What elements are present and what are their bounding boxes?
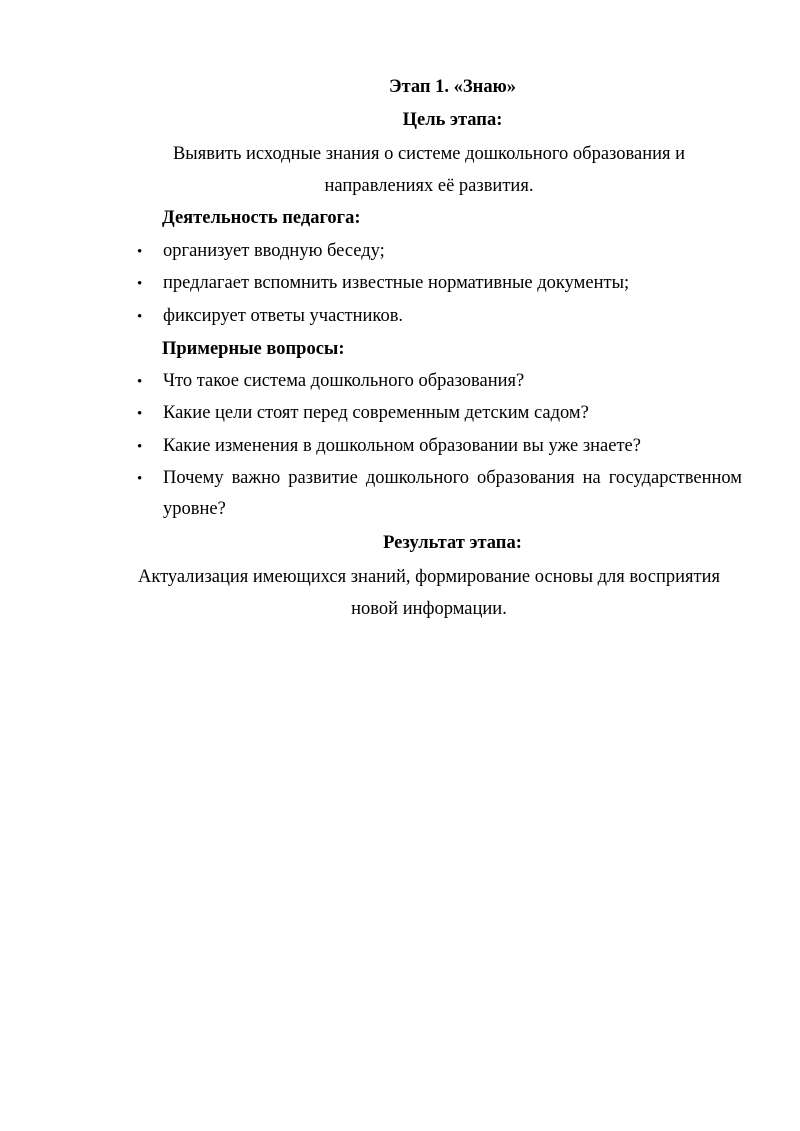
bullet-icon: • bbox=[137, 309, 143, 325]
bullet-icon: • bbox=[137, 276, 143, 292]
bullet-icon: • bbox=[137, 406, 143, 422]
result-heading: Результат этапа: bbox=[383, 533, 522, 553]
bullet-icon: • bbox=[137, 439, 143, 455]
stage-title: Этап 1. «Знаю» bbox=[389, 77, 516, 97]
list-item-text-line-1: Почему важно развитие дошкольного образования на государственном bbox=[163, 468, 742, 488]
teacher-activity-heading: Деятельность педагога: bbox=[162, 208, 361, 228]
result-text-line-1: Актуализация имеющихся знаний, формирование основы для восприятия bbox=[137, 567, 720, 587]
list-item-text: Какие изменения в дошкольном образовании вы уже знаете? bbox=[163, 436, 641, 456]
list-item-text: Какие цели стоят перед современным детским садом? bbox=[163, 403, 589, 423]
result-text-line-2: новой информации. bbox=[351, 599, 507, 619]
list-item-text: предлагает вспомнить известные нормативные документы; bbox=[163, 273, 630, 293]
sample-questions-heading: Примерные вопросы: bbox=[162, 339, 345, 359]
bullet-icon: • bbox=[137, 374, 143, 390]
list-item-text: фиксирует ответы участников. bbox=[163, 306, 404, 326]
bullet-icon: • bbox=[137, 471, 143, 487]
goal-text-line-1: Выявить исходные знания о системе дошкольного образования и bbox=[172, 144, 686, 164]
goal-heading: Цель этапа: bbox=[402, 110, 503, 130]
list-item-text-line-2: уровне? bbox=[163, 499, 226, 519]
bullet-icon: • bbox=[137, 244, 143, 260]
list-item-text: организует вводную беседу; bbox=[163, 241, 385, 261]
goal-text-line-2: направлениях её развития. bbox=[324, 176, 534, 196]
list-item-text: Что такое система дошкольного образования? bbox=[163, 371, 525, 391]
